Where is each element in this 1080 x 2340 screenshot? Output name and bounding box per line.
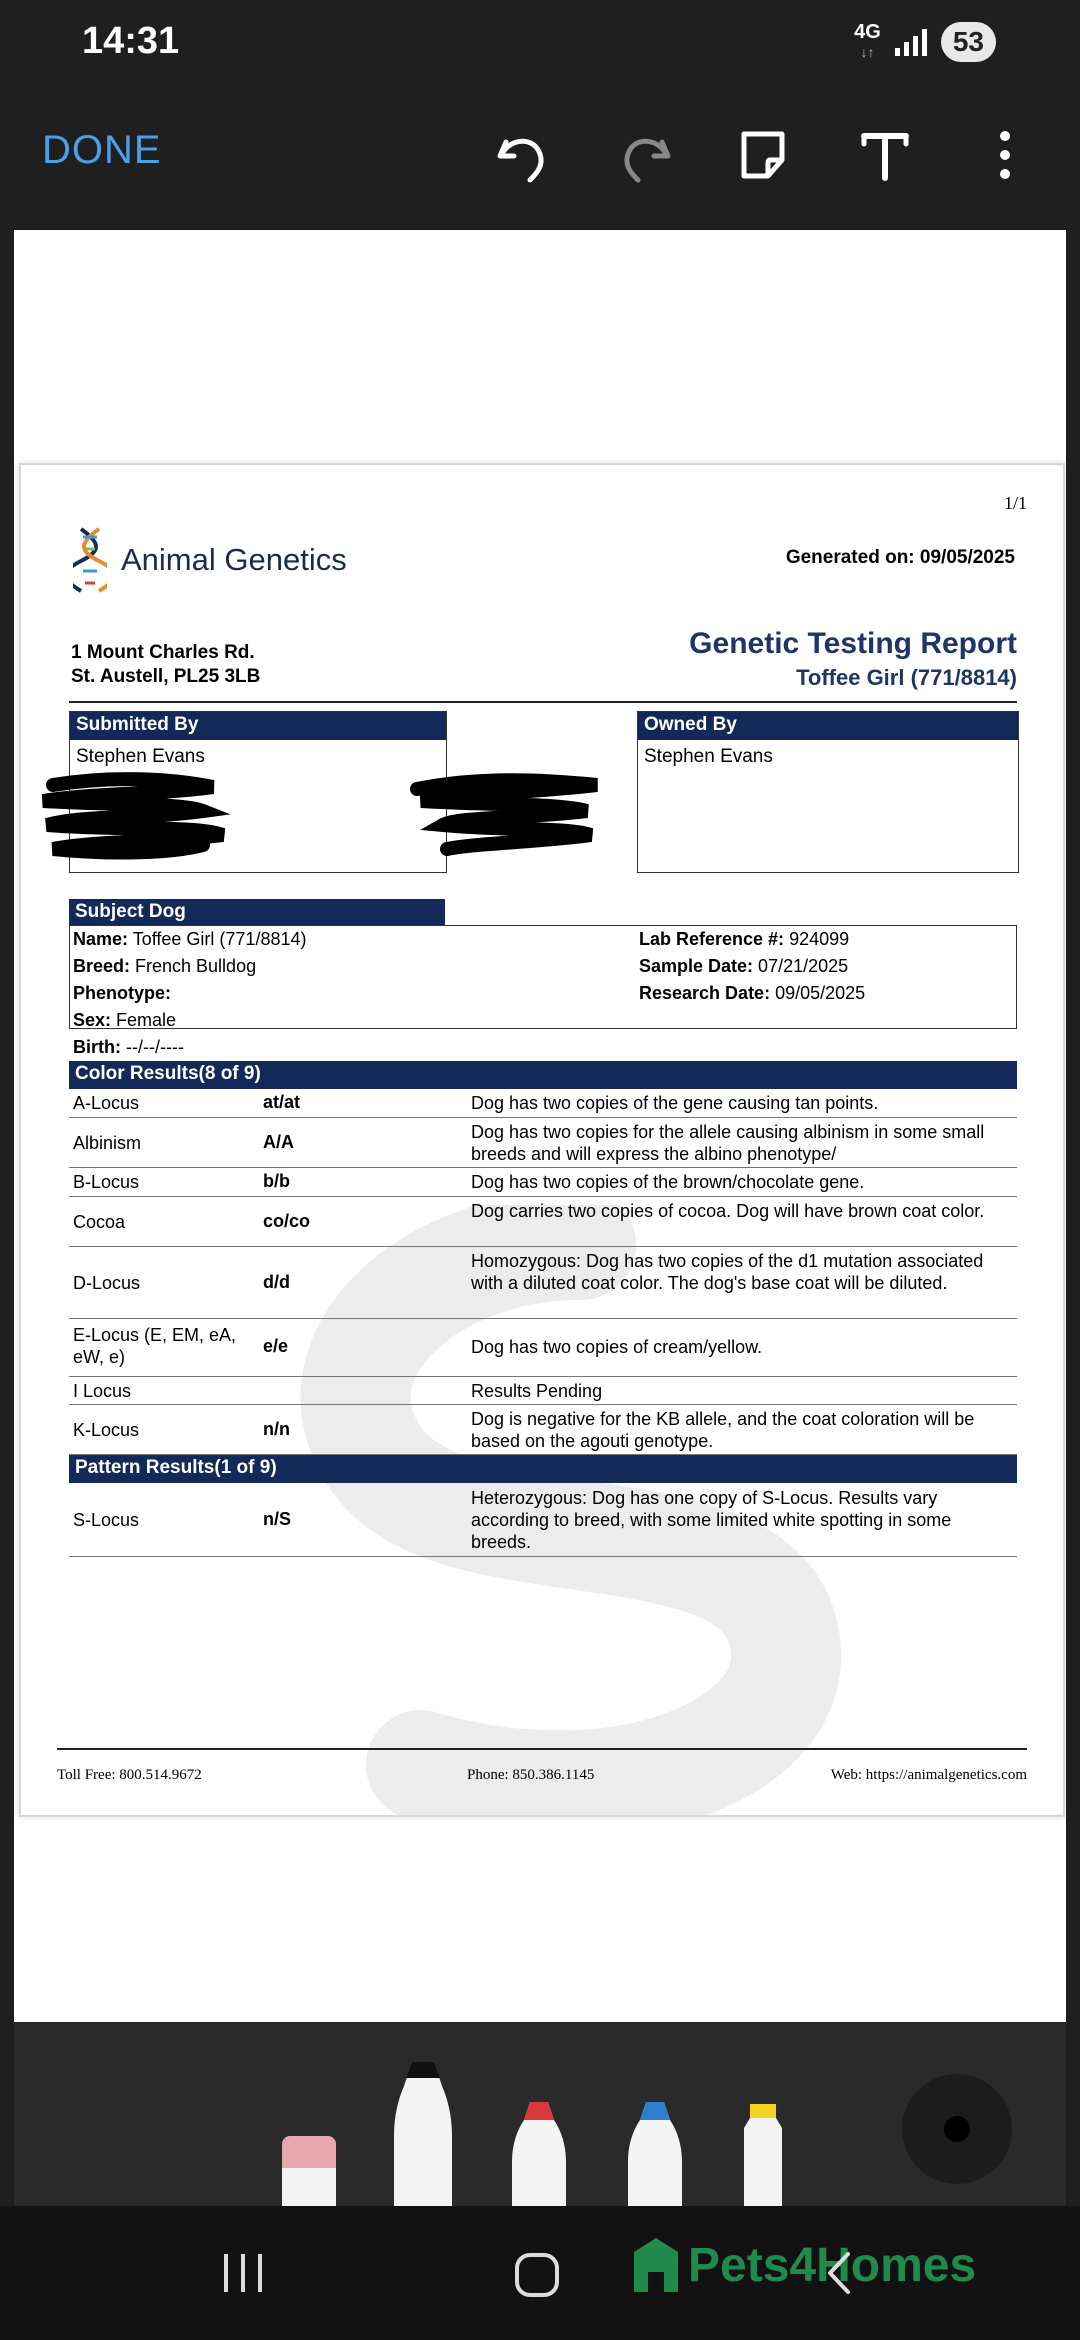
sticky-note-icon[interactable] (730, 122, 796, 188)
subject-sample-date (639, 956, 848, 977)
data-arrows-icon: ↓↑ (860, 44, 875, 60)
footer-web: Web: https://animalgenetics.com (830, 1767, 1027, 1783)
report-title: Genetic Testing Report (689, 627, 1017, 660)
lab-address (71, 641, 260, 689)
battery-indicator: 53 (941, 22, 996, 62)
field-value: 07/21/2025 (753, 956, 849, 976)
pen-settings-button[interactable] (902, 2074, 1012, 2184)
field-label: Sample Date: (639, 956, 754, 976)
report-page (19, 463, 1065, 1817)
genotype: n/n (263, 1419, 290, 1439)
locus-name: K-Locus (73, 1420, 140, 1440)
table-row (69, 1405, 1017, 1455)
pets4homes-logo-icon (628, 2234, 684, 2296)
table-row (69, 1197, 1017, 1247)
address-line: 1 Mount Charles Rd. (71, 642, 255, 663)
genotype: e/e (263, 1336, 289, 1356)
footer-divider (57, 1748, 1027, 1750)
report-subtitle: Toffee Girl (771/8814) (796, 665, 1017, 690)
subject-lab-reference (639, 929, 849, 950)
result-description: Homozygous: Dog has two copies of the d1 mutation associated with a diluted coat color. The dog's base coat will be diluted. (471, 1251, 984, 1293)
text-icon[interactable] (852, 122, 918, 188)
table-row (69, 1118, 1017, 1168)
status-indicators (854, 22, 996, 62)
subject-sex (73, 1010, 176, 1031)
genotype: b/b (263, 1171, 290, 1191)
redaction-scribble (407, 761, 607, 861)
pen-toolbar (14, 2022, 1066, 2206)
navigation-bar (0, 2206, 1080, 2340)
result-description: Results Pending (471, 1381, 603, 1401)
viewer-border-right (1066, 230, 1080, 2206)
result-description: Dog has two copies of the gene causing tan points. (471, 1093, 879, 1113)
generated-date: Generated on: 09/05/2025 (785, 547, 1015, 568)
brand-text: Pets4Homes (688, 2238, 977, 2292)
field-label: Breed: (73, 956, 131, 976)
table-row (69, 1168, 1017, 1197)
pen-red-tool[interactable] (508, 2096, 570, 2206)
signal-icon (895, 28, 927, 56)
dna-icon (73, 525, 107, 595)
result-description: Dog has two copies of cream/yellow. (471, 1337, 763, 1357)
eraser-tool[interactable] (278, 2106, 340, 2206)
field-label: Birth: (73, 1037, 121, 1057)
result-description: Dog carries two copies of cocoa. Dog will have brown coat color. (471, 1201, 985, 1221)
table-row (69, 1483, 1017, 1557)
subject-dog-heading: Subject Dog (69, 899, 445, 925)
footer-toll-free: Toll Free: 800.514.9672 (57, 1767, 202, 1783)
result-description: Heterozygous: Dog has one copy of S-Locus. Results vary according to breed, with some limited white spotting in some breeds. (471, 1488, 952, 1552)
table-row (69, 1377, 1017, 1405)
locus-name: E-Locus (E, EM, eA, eW, e) (73, 1325, 237, 1367)
result-description: Dog has two copies for the allele causing albinism in some small breeds and will express the albino phenotype/ (471, 1122, 985, 1164)
genotype: at/at (263, 1092, 301, 1112)
locus-name: Albinism (73, 1133, 142, 1153)
owned-by-name: Stephen Evans (644, 746, 773, 767)
done-button[interactable]: DONE (42, 128, 162, 172)
subject-research-date (639, 983, 865, 1004)
field-value: 924099 (784, 929, 850, 949)
document-viewer[interactable] (14, 230, 1066, 2022)
status-time: 14:31 (82, 20, 180, 62)
owned-by-heading: Owned By (638, 712, 1018, 740)
footer-phone: Phone: 850.386.1145 (467, 1767, 595, 1783)
network-type: 4G (854, 21, 881, 43)
field-label: Name: (73, 929, 129, 949)
genotype: d/d (263, 1272, 290, 1292)
locus-name: S-Locus (73, 1510, 140, 1530)
field-value: --/--/---- (121, 1037, 184, 1057)
result-description: Dog has two copies of the brown/chocolate gene. (471, 1172, 865, 1192)
page-count: 1/1 (1003, 493, 1027, 513)
field-value: French Bulldog (130, 956, 257, 976)
back-icon[interactable] (824, 2250, 854, 2296)
subject-breed (73, 956, 256, 977)
pattern-results-heading: Pattern Results(1 of 9) (69, 1455, 1017, 1483)
locus-name: Cocoa (73, 1212, 126, 1232)
table-row (69, 1319, 1017, 1377)
color-results-heading: Color Results(8 of 9) (69, 1061, 1017, 1089)
owned-by-box (637, 711, 1019, 873)
pen-black-tool[interactable] (390, 2056, 456, 2206)
viewer-border-left (0, 230, 14, 2206)
company-logo (73, 525, 347, 595)
network-indicator (854, 22, 881, 62)
locus-name: B-Locus (73, 1172, 140, 1192)
genotype: n/S (263, 1509, 292, 1529)
redaction-scribble (33, 765, 233, 865)
field-label: Phenotype: (73, 983, 172, 1003)
address-line: St. Austell, PL25 3LB (71, 666, 261, 687)
editor-toolbar (0, 88, 1080, 230)
field-label: Sex: (73, 1010, 112, 1030)
field-value: Toffee Girl (771/8814) (128, 929, 307, 949)
status-bar (0, 0, 1080, 88)
recent-apps-icon[interactable] (218, 2250, 268, 2296)
table-row (69, 1247, 1017, 1319)
redo-icon[interactable] (612, 122, 678, 188)
subject-phenotype (73, 983, 171, 1004)
highlighter-yellow-tool[interactable] (736, 2098, 794, 2206)
locus-name: D-Locus (73, 1273, 141, 1293)
submitted-by-heading: Submitted By (70, 712, 446, 740)
pets4homes-watermark (628, 2234, 976, 2296)
home-icon[interactable] (512, 2250, 562, 2300)
header-divider (69, 701, 1017, 703)
submitted-by-name: Stephen Evans (76, 746, 205, 767)
field-label: Lab Reference #: (639, 929, 785, 949)
locus-name: A-Locus (73, 1093, 140, 1113)
table-row (69, 1089, 1017, 1118)
genotype: A/A (263, 1132, 294, 1152)
undo-icon[interactable] (490, 122, 556, 188)
field-value: Female (111, 1010, 177, 1030)
subject-birth (73, 1037, 184, 1058)
subject-name (73, 929, 306, 950)
more-icon[interactable] (972, 122, 1038, 188)
locus-name: I Locus (73, 1381, 132, 1401)
field-label: Research Date: (639, 983, 771, 1003)
genotype: co/co (263, 1211, 311, 1231)
pen-blue-tool[interactable] (624, 2096, 686, 2206)
logo-text: Animal Genetics (121, 542, 347, 577)
result-description: Dog is negative for the KB allele, and the coat coloration will be based on the agouti genotype. (471, 1409, 975, 1451)
field-value: 09/05/2025 (770, 983, 866, 1003)
